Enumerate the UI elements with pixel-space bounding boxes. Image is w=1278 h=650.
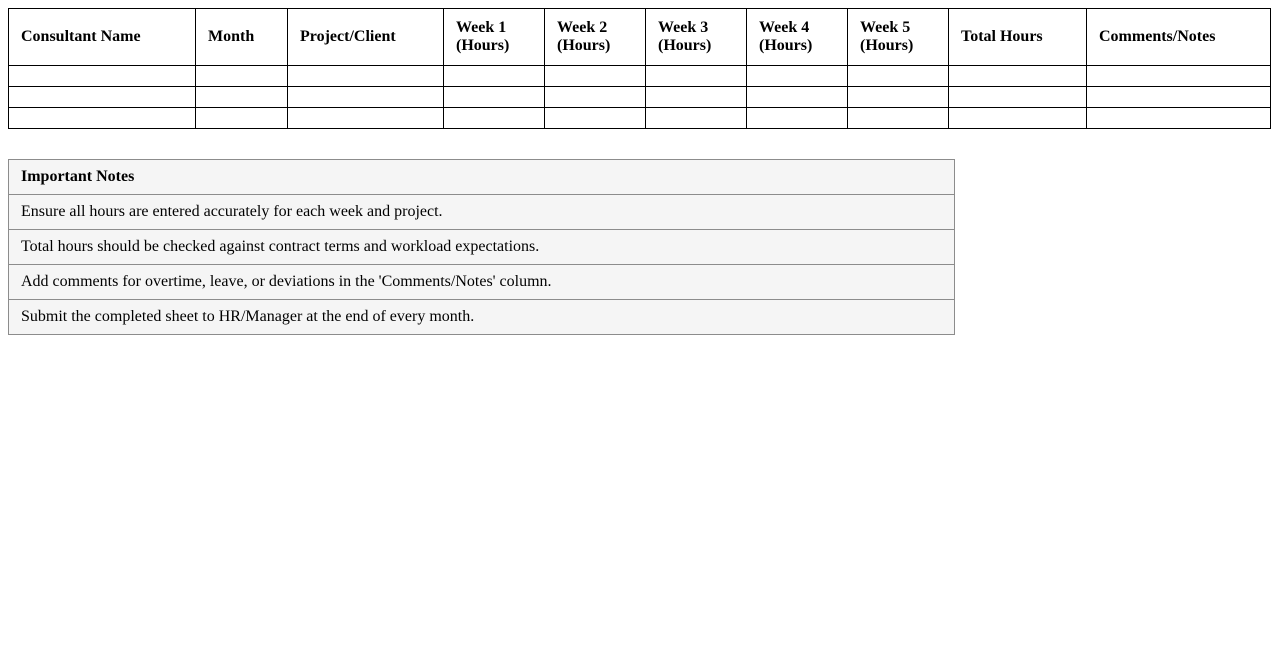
- col-header-week-4: Week 4 (Hours): [747, 9, 848, 66]
- cell-total-hours[interactable]: [949, 108, 1087, 129]
- cell-month[interactable]: [196, 66, 288, 87]
- cell-week-2[interactable]: [545, 108, 646, 129]
- list-item: [9, 265, 955, 300]
- cell-week-4[interactable]: [747, 87, 848, 108]
- timesheet-table: [8, 8, 1271, 129]
- col-header-week-2: Week 2 (Hours): [545, 9, 646, 66]
- cell-month[interactable]: [196, 108, 288, 129]
- notes-title: Important Notes: [9, 160, 955, 195]
- cell-consultant-name[interactable]: [9, 87, 196, 108]
- cell-week-2[interactable]: [545, 87, 646, 108]
- col-header-week-3: Week 3 (Hours): [646, 9, 747, 66]
- cell-week-3[interactable]: [646, 108, 747, 129]
- cell-total-hours[interactable]: [949, 87, 1087, 108]
- timesheet-header-row: [9, 9, 1271, 66]
- cell-week-3[interactable]: [646, 87, 747, 108]
- cell-project-client[interactable]: [288, 66, 444, 87]
- table-row: [9, 66, 1271, 87]
- note-item: Total hours should be checked against contract terms and workload expectations.: [9, 230, 955, 265]
- cell-consultant-name[interactable]: [9, 108, 196, 129]
- note-item: Ensure all hours are entered accurately for each week and project.: [9, 195, 955, 230]
- cell-week-3[interactable]: [646, 66, 747, 87]
- cell-week-1[interactable]: [444, 108, 545, 129]
- cell-week-5[interactable]: [848, 87, 949, 108]
- cell-week-1[interactable]: [444, 87, 545, 108]
- cell-week-5[interactable]: [848, 108, 949, 129]
- list-item: [9, 230, 955, 265]
- cell-project-client[interactable]: [288, 87, 444, 108]
- notes-header-row: [9, 160, 955, 195]
- cell-week-5[interactable]: [848, 66, 949, 87]
- col-header-week-1: Week 1 (Hours): [444, 9, 545, 66]
- cell-week-1[interactable]: [444, 66, 545, 87]
- list-item: [9, 300, 955, 335]
- col-header-month: Month: [196, 9, 288, 66]
- cell-comments-notes[interactable]: [1087, 108, 1271, 129]
- col-header-consultant-name: Consultant Name: [9, 9, 196, 66]
- cell-week-4[interactable]: [747, 66, 848, 87]
- col-header-project-client: Project/Client: [288, 9, 444, 66]
- cell-month[interactable]: [196, 87, 288, 108]
- cell-comments-notes[interactable]: [1087, 66, 1271, 87]
- table-row: [9, 87, 1271, 108]
- cell-week-4[interactable]: [747, 108, 848, 129]
- cell-week-2[interactable]: [545, 66, 646, 87]
- important-notes-table: [8, 159, 955, 335]
- col-header-comments-notes: Comments/Notes: [1087, 9, 1271, 66]
- cell-comments-notes[interactable]: [1087, 87, 1271, 108]
- cell-consultant-name[interactable]: [9, 66, 196, 87]
- col-header-week-5: Week 5 (Hours): [848, 9, 949, 66]
- col-header-total-hours: Total Hours: [949, 9, 1087, 66]
- note-item: Add comments for overtime, leave, or deviations in the 'Comments/Notes' column.: [9, 265, 955, 300]
- cell-project-client[interactable]: [288, 108, 444, 129]
- note-item: Submit the completed sheet to HR/Manager at the end of every month.: [9, 300, 955, 335]
- cell-total-hours[interactable]: [949, 66, 1087, 87]
- table-row: [9, 108, 1271, 129]
- list-item: [9, 195, 955, 230]
